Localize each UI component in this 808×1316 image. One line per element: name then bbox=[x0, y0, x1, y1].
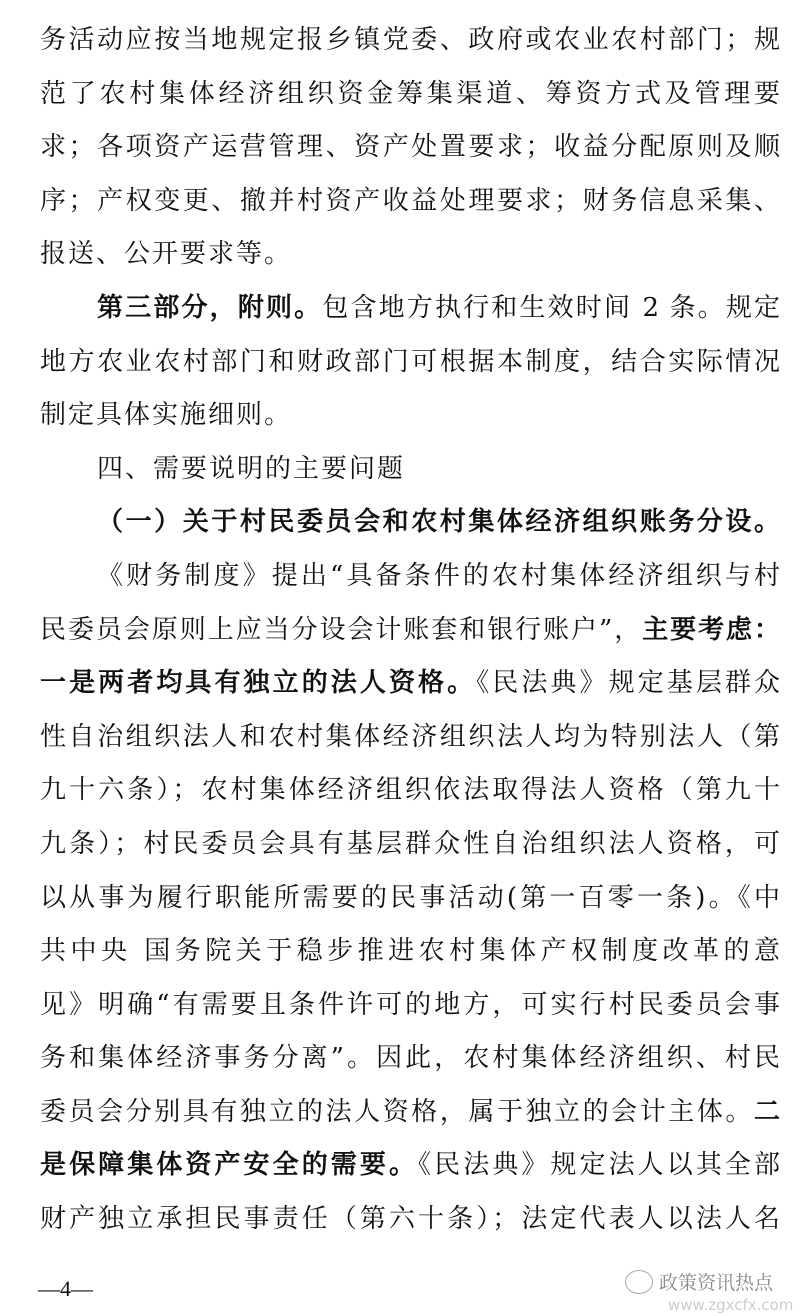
bold-text: 一是两者均具有独立的法人资格。 bbox=[40, 668, 477, 699]
watermark bbox=[625, 1268, 773, 1295]
text-line bbox=[40, 336, 780, 390]
watermark-name: 政策资讯热点 bbox=[659, 1272, 774, 1294]
text-line bbox=[40, 228, 780, 282]
bold-text: 是保障集体资产安全的需要。 bbox=[40, 1150, 419, 1181]
text-line bbox=[40, 550, 780, 604]
bold-text: 第三部分，附则。 bbox=[97, 292, 323, 323]
text-line bbox=[40, 14, 780, 68]
text: 共中央 国务院关于稳步推进农村集体产权制度改革的意 bbox=[40, 936, 780, 967]
page-number: —4— bbox=[38, 1276, 93, 1301]
text: 序；产权变更、撤并村资产收益处理要求；财务信息采集、 bbox=[40, 185, 780, 216]
bold-text: 二 bbox=[753, 1096, 780, 1127]
text: 性自治组织法人和农村集体经济组织法人均为特别法人（第 bbox=[40, 721, 780, 752]
text: 《民法典》规定基层群众 bbox=[476, 668, 780, 699]
text: 地方农业农村部门和财政部门可根据本制度，结合实际情况 bbox=[40, 346, 780, 377]
text: 务活动应按当地规定报乡镇党委、政府或农业农村部门；规 bbox=[40, 25, 780, 55]
text-line bbox=[40, 68, 780, 122]
text-line bbox=[40, 1086, 780, 1140]
text-line bbox=[40, 657, 780, 711]
watermark-url: www.zgxcfx.com bbox=[668, 1296, 794, 1314]
text-line bbox=[40, 496, 780, 550]
text-line bbox=[40, 1139, 780, 1193]
text: 范了农村集体经济组织资金筹集渠道、筹资方式及管理要 bbox=[40, 78, 780, 109]
text-line bbox=[40, 764, 780, 818]
text: 包含地方执行和生效时间 2 条。规定 bbox=[322, 292, 780, 323]
text-line bbox=[40, 175, 780, 229]
text-line bbox=[40, 1193, 780, 1247]
text: 委员会分别具有独立的法人资格，属于独立的会计主体。 bbox=[40, 1096, 754, 1127]
text-line bbox=[40, 604, 780, 658]
text-line bbox=[40, 121, 780, 175]
text: 务和集体经济事务分离”。因此，农村集体经济组织、村民 bbox=[40, 1043, 780, 1074]
document-body bbox=[40, 14, 780, 1247]
text-line bbox=[40, 443, 780, 497]
text-line bbox=[40, 711, 780, 765]
text: 民委员会原则上应当分设会计账套和银行账户”， bbox=[40, 614, 643, 645]
text: 制定具体实施细则。 bbox=[40, 400, 293, 431]
text-line bbox=[40, 389, 780, 443]
text: 见》明确“有需要且条件许可的地方，可实行村民委员会事 bbox=[40, 989, 780, 1020]
text: 《财务制度》提出“具备条件的农村集体经济组织与村 bbox=[97, 560, 780, 591]
bold-text: （一）关于村民委员会和农村集体经济组织账务分设。 bbox=[97, 507, 780, 538]
text: 报送、公开要求等。 bbox=[40, 239, 293, 270]
text: 《民法典》规定法人以其全部 bbox=[418, 1150, 780, 1181]
bold-text: 主要考虑： bbox=[642, 614, 780, 645]
text-line bbox=[40, 282, 780, 336]
text-line bbox=[40, 925, 780, 979]
text: 四、需要说明的主要问题 bbox=[97, 453, 406, 484]
text: 以从事为履行职能所需要的民事活动(第一百零一条)。《中 bbox=[40, 882, 780, 913]
text-line bbox=[40, 979, 780, 1033]
text-line bbox=[40, 1032, 780, 1086]
wechat-icon bbox=[625, 1270, 653, 1294]
text-line bbox=[40, 818, 780, 872]
text: 财产独立承担民事责任（第六十条）；法定代表人以法人名 bbox=[40, 1204, 780, 1235]
text: 九十六条）；农村集体经济组织依法取得法人资格（第九十 bbox=[40, 775, 780, 806]
text-line bbox=[40, 872, 780, 926]
text: 九条）；村民委员会具有基层群众性自治组织法人资格，可 bbox=[40, 828, 780, 859]
text: 求；各项资产运营管理、资产处置要求；收益分配原则及顺 bbox=[40, 132, 780, 163]
